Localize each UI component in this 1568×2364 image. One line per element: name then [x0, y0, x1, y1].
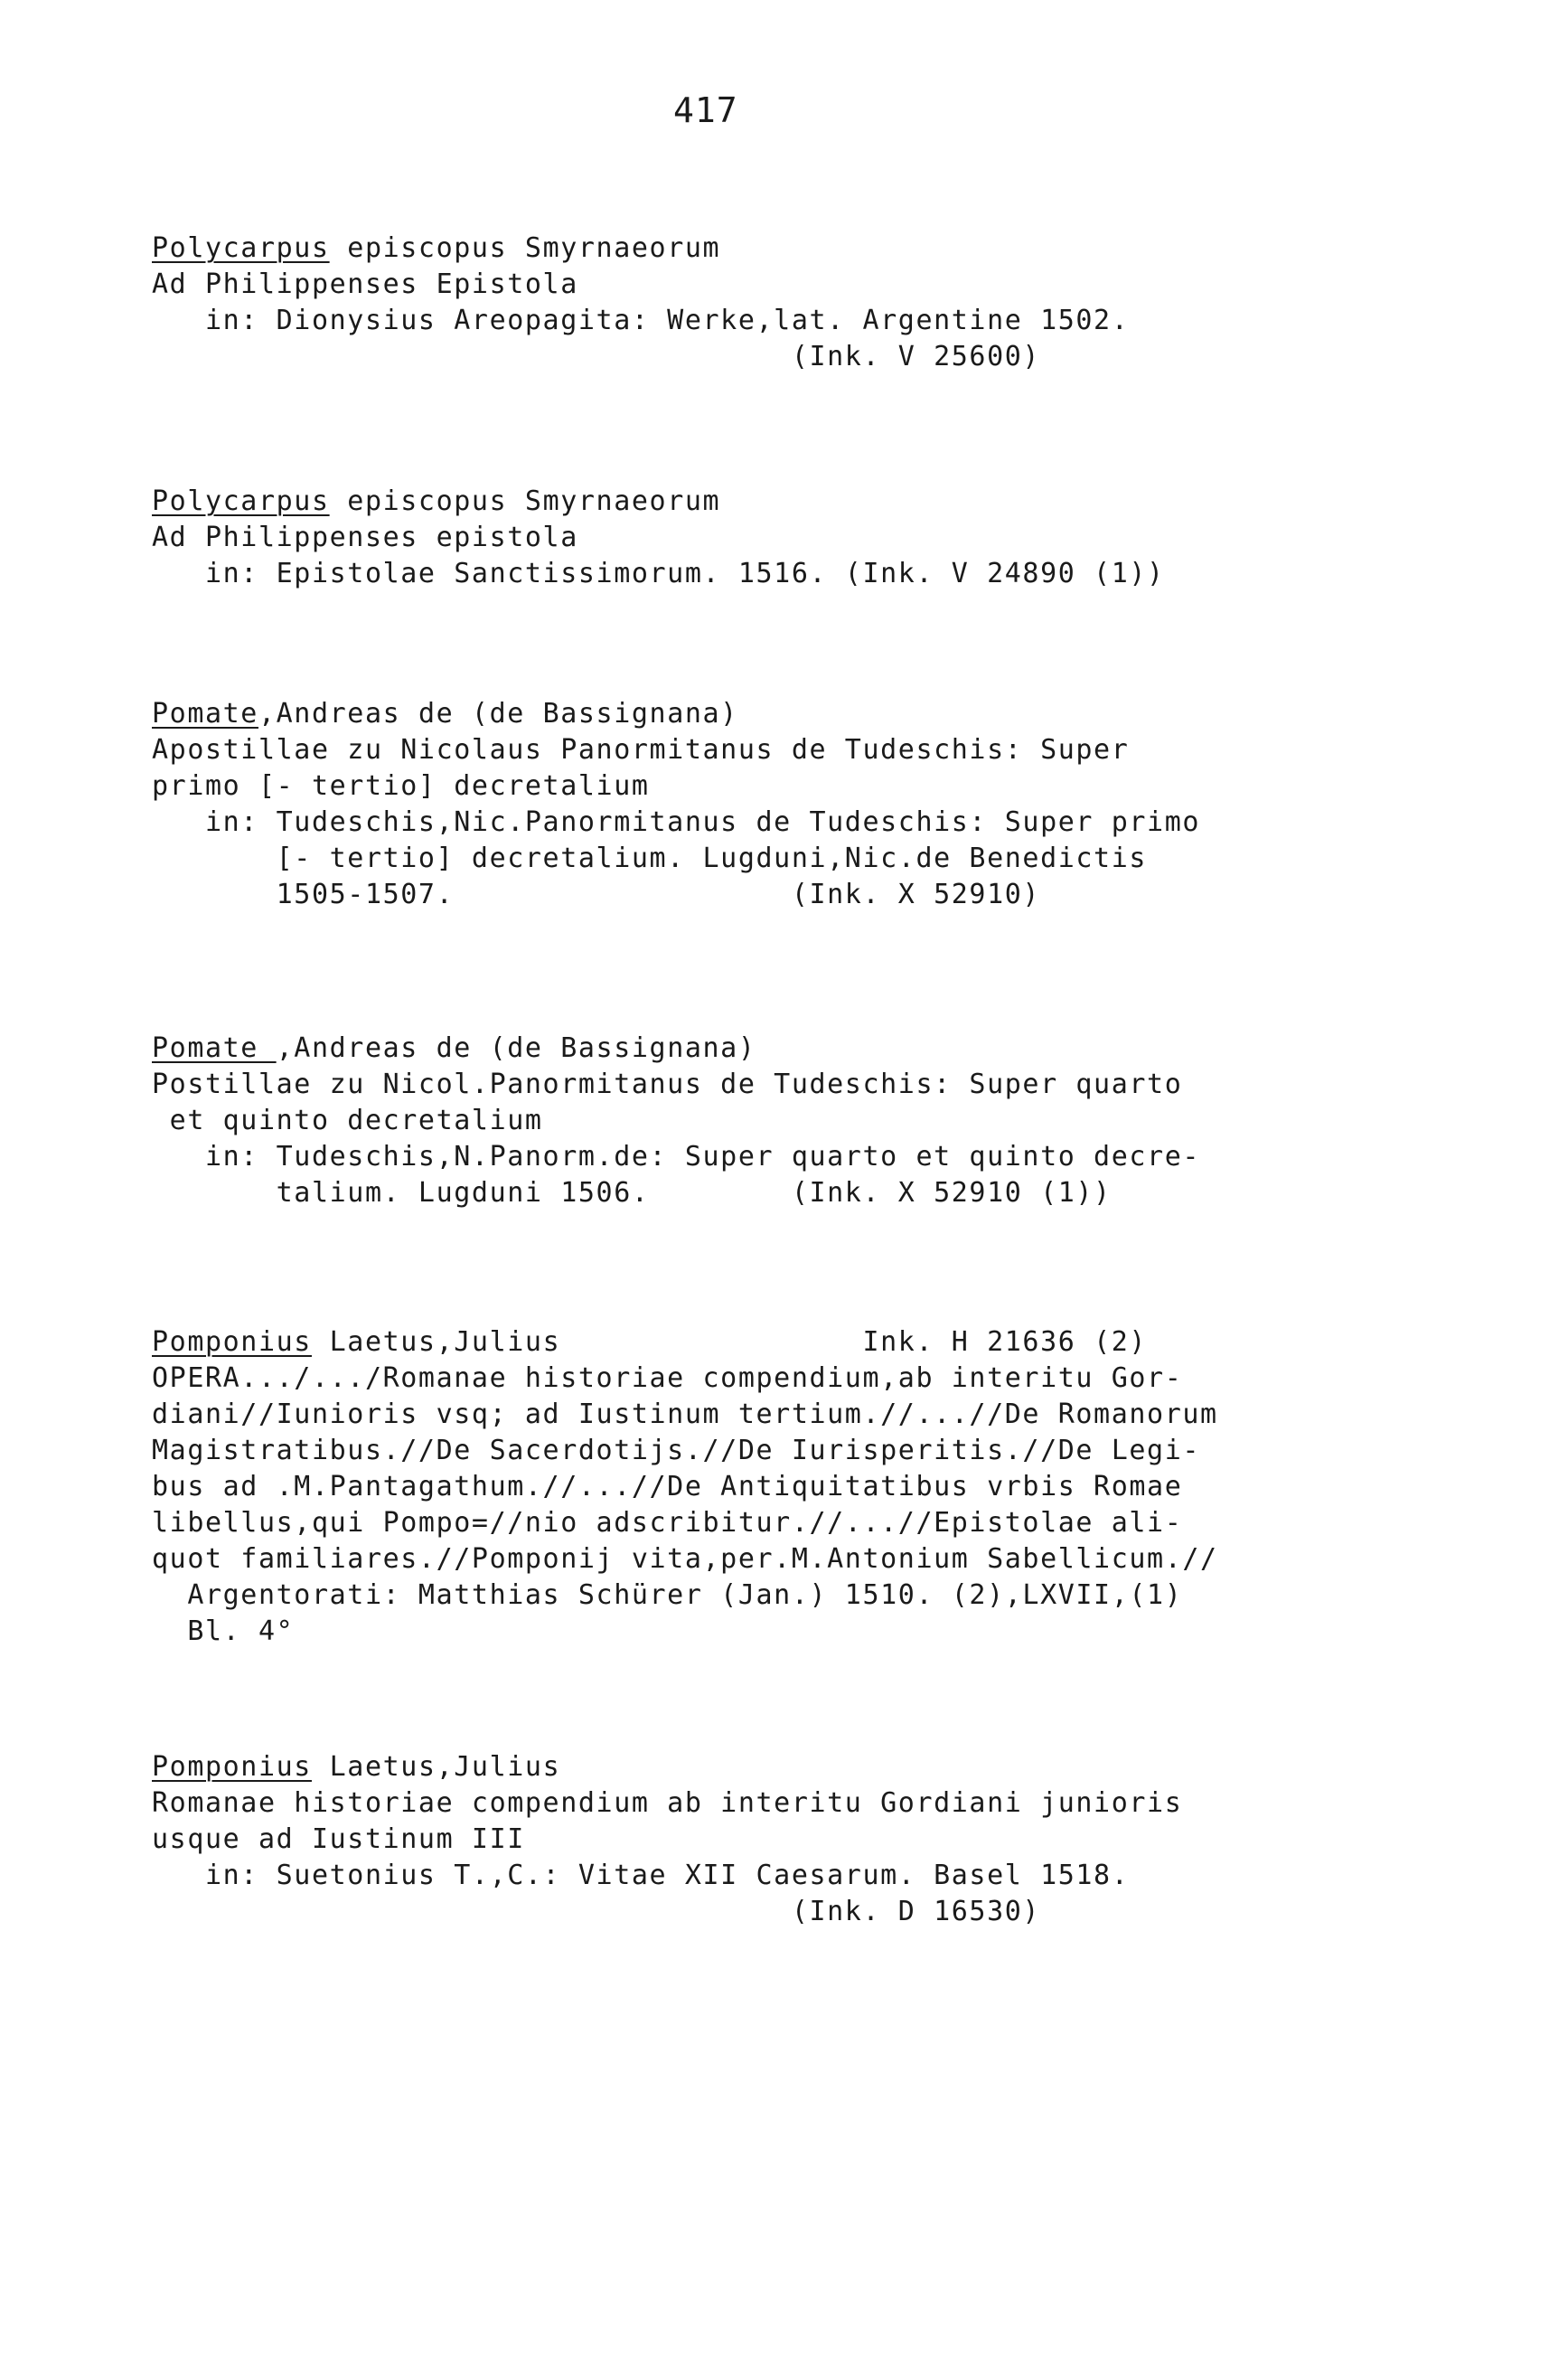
entry-heading-rest: ,Andreas de (de Bassignana): [276, 1032, 756, 1064]
entry-line: Ad Philippenses epistola: [152, 522, 578, 553]
entry-line: Ad Philippenses Epistola: [152, 268, 578, 300]
entry-line: in: Tudeschis,Nic.Panormitanus de Tudeschis: Super primo: [152, 806, 1201, 838]
entry-line: Argentorati: Matthias Schürer (Jan.) 1510. (2),LXVII,(1): [152, 1579, 1183, 1611]
entry-line: usque ad Iustinum III: [152, 1823, 525, 1855]
entry-line: et quinto decretalium: [152, 1105, 543, 1136]
entry-heading: [152, 231, 720, 267]
entry-line: Postillae zu Nicol.Panormitanus de Tudeschis: Super quarto: [152, 1069, 1183, 1100]
entry-heading-rest: ,Andreas de (de Bassignana): [258, 698, 738, 730]
entry-heading-rest: episcopus Smyrnaeorum: [329, 485, 721, 517]
entry-line: OPERA.../.../Romanae historiae compendium,ab interitu Gor-: [152, 1362, 1183, 1394]
entry-heading: [152, 484, 720, 520]
entry-heading-rest: Laetus,Julius: [311, 1751, 561, 1783]
entry-heading: [152, 1324, 1147, 1361]
entry-heading-author: Pomponius: [152, 1326, 312, 1358]
entry-line: 1505-1507. (Ink. X 52910): [152, 879, 1041, 910]
entry-line: (Ink. V 25600): [152, 341, 1041, 372]
entry-heading-author: Pomponius: [152, 1751, 312, 1783]
entry-heading-author: Pomate: [152, 1032, 277, 1064]
entry-line: Romanae historiae compendium ab interitu Gordiani junioris: [152, 1787, 1183, 1819]
entry-heading: [152, 1749, 560, 1785]
entry-heading-rest: Laetus,Julius Ink. H 21636 (2): [311, 1326, 1148, 1358]
entry-line: in: Tudeschis,N.Panorm.de: Super quarto et quinto decre-: [152, 1141, 1201, 1173]
entry-line: quot familiares.//Pomponij vita,per.M.Antonium Sabellicum.//: [152, 1543, 1218, 1575]
entry-line: libellus,qui Pompo=//nio adscribitur.//...//Epistolae ali-: [152, 1507, 1183, 1539]
entry-line: talium. Lugduni 1506. (Ink. X 52910 (1)): [152, 1177, 1112, 1209]
entry-line: (Ink. D 16530): [152, 1896, 1041, 1927]
entry-line: bus ad .M.Pantagathum.//...//De Antiquitatibus vrbis Romae: [152, 1471, 1183, 1502]
entry-line: diani//Iunioris vsq; ad Iustinum tertium.//...//De Romanorum: [152, 1399, 1218, 1430]
entry-line: primo [- tertio] decretalium: [152, 770, 650, 802]
entry-heading-author: Polycarpus: [152, 485, 330, 517]
entry-line: in: Suetonius T.,C.: Vitae XII Caesarum. Basel 1518.: [152, 1860, 1130, 1891]
page-number: 417: [673, 90, 738, 130]
entry-heading-author: Pomate: [152, 698, 258, 730]
entry-heading: [152, 696, 738, 732]
entry-line: Apostillae zu Nicolaus Panormitanus de Tudeschis: Super: [152, 734, 1130, 766]
entry-heading-rest: episcopus Smyrnaeorum: [329, 232, 721, 264]
entry-line: in: Epistolae Sanctissimorum. 1516. (Ink. V 24890 (1)): [152, 558, 1165, 589]
entry-heading: [152, 1031, 756, 1067]
entry-line: in: Dionysius Areopagita: Werke,lat. Argentine 1502.: [152, 305, 1130, 336]
entry-heading-author: Polycarpus: [152, 232, 330, 264]
entry-line: [- tertio] decretalium. Lugduni,Nic.de Benedictis: [152, 843, 1148, 874]
entry-line: Magistratibus.//De Sacerdotijs.//De Iurisperitis.//De Legi-: [152, 1435, 1201, 1466]
entry-line: Bl. 4°: [152, 1615, 295, 1647]
